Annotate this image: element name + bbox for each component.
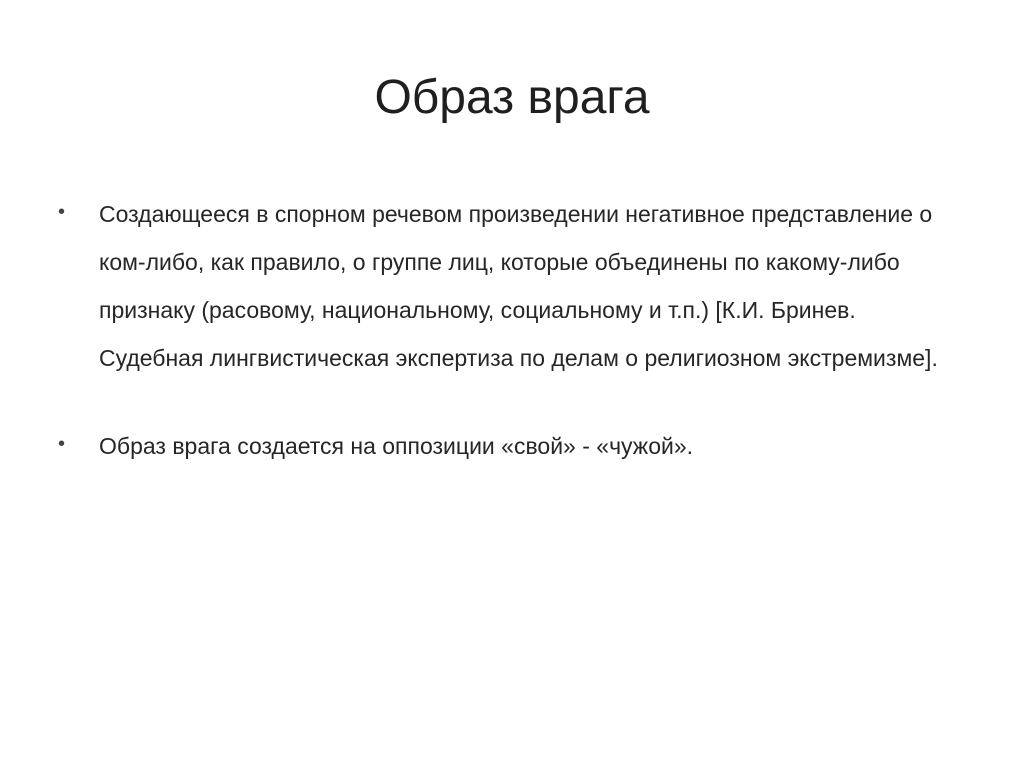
- bullet-point-icon: •: [58, 433, 66, 455]
- bullet-text-definition: Создающееся в спорном речевом произведении негативное представление о ком-либо, как правило, о группе лиц, которые объединены по какому-либо признаку (расовому, национальному, социальному и т.п.) [К.И. Бринев. Судебная лингвистическая экспертиза по делам о религиозном экстремизме].: [99, 201, 938, 371]
- bullet-item-definition: [58, 190, 938, 382]
- bullet-item-opposition: [58, 422, 938, 470]
- slide-title: Образ врага: [374, 71, 650, 124]
- bullet-list: [58, 190, 938, 470]
- bullet-text-opposition: Образ врага создается на оппозиции «свой» - «чужой».: [99, 433, 694, 459]
- bullet-point-icon: •: [58, 201, 66, 223]
